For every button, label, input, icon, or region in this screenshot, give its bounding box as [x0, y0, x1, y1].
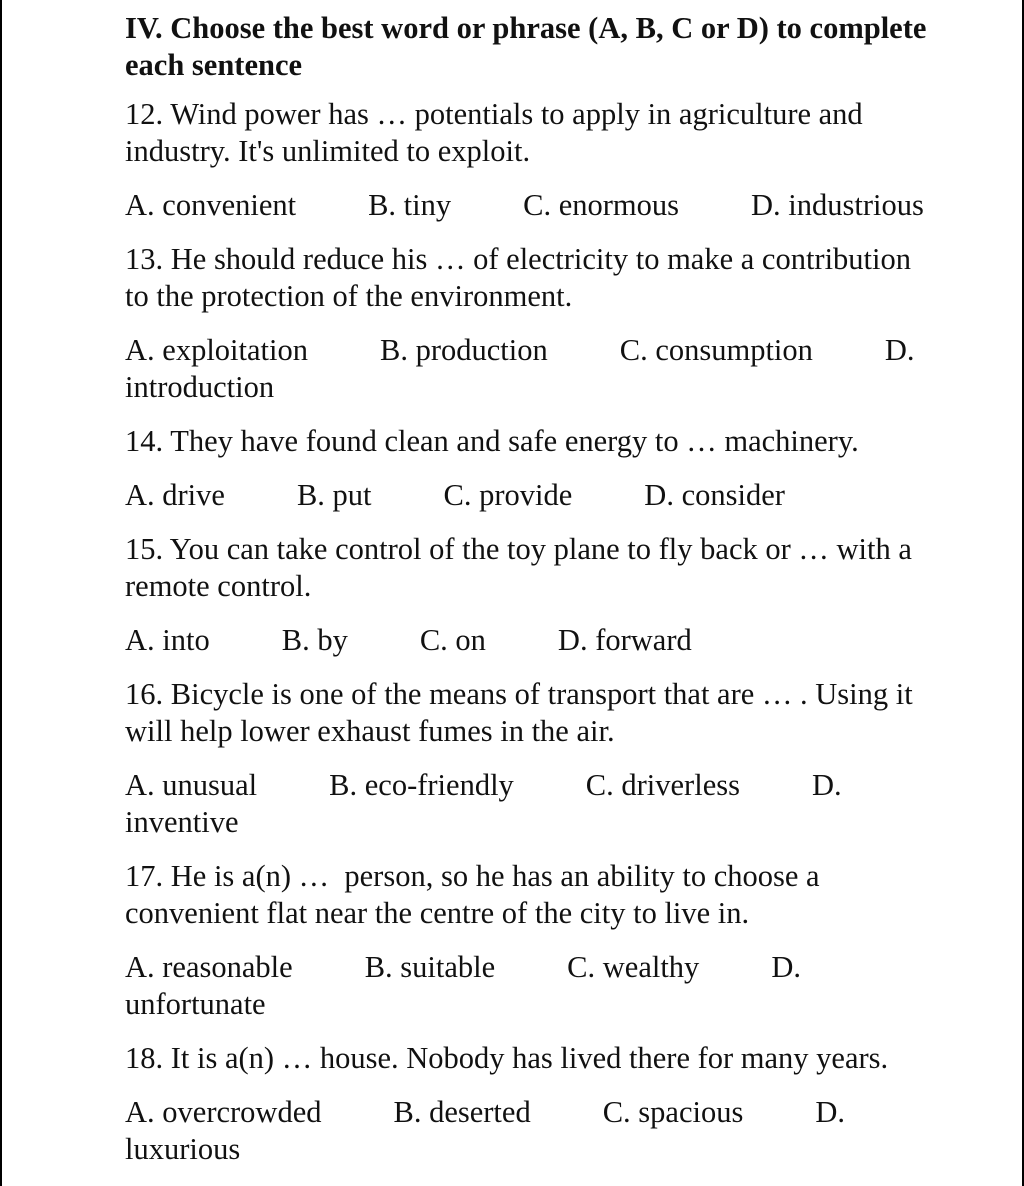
- option-a[interactable]: A. into: [125, 623, 210, 657]
- option-a[interactable]: A. convenient: [125, 188, 297, 222]
- question-stem-line2: to the protection of the environment.: [125, 279, 573, 313]
- options-15: [125, 622, 955, 659]
- option-a[interactable]: A. drive: [125, 478, 225, 512]
- question-stem-line1: 14. They have found clean and safe energy to … machinery.: [125, 424, 859, 458]
- option-b[interactable]: B. put: [296, 478, 372, 512]
- option-d-word[interactable]: luxurious: [125, 1132, 241, 1166]
- option-b[interactable]: B. suitable: [364, 950, 496, 984]
- question-stem-line2: will help lower exhaust fumes in the air.: [125, 714, 615, 748]
- question-stem-line2: industry. It's unlimited to exploit.: [125, 134, 531, 168]
- option-d-word[interactable]: unfortunate: [125, 987, 266, 1021]
- options-14: [125, 477, 955, 514]
- question-13: [125, 241, 955, 315]
- option-a[interactable]: A. unusual: [125, 768, 258, 802]
- option-b[interactable]: B. eco-friendly: [329, 768, 514, 802]
- question-stem-line1: 12. Wind power has … potentials to apply in agriculture and: [125, 97, 863, 131]
- question-stem-line1: 15. You can take control of the toy plane to fly back or … with a: [125, 532, 912, 566]
- option-d-prefix[interactable]: D.: [811, 768, 842, 802]
- option-c[interactable]: C. driverless: [585, 768, 740, 802]
- option-d-prefix[interactable]: D.: [771, 950, 801, 984]
- option-b[interactable]: B. by: [281, 623, 348, 657]
- question-stem-line2: convenient flat near the centre of the city to live in.: [125, 896, 750, 930]
- section-heading-line2: each sentence: [125, 48, 303, 82]
- options-12: [125, 187, 955, 224]
- option-a[interactable]: A. reasonable: [125, 950, 293, 984]
- question-18: [125, 1040, 955, 1077]
- question-stem-line1: 13. He should reduce his … of electricity to make a contribution: [125, 242, 912, 276]
- option-c[interactable]: C. wealthy: [567, 950, 700, 984]
- option-c[interactable]: C. spacious: [602, 1095, 744, 1129]
- question-16: [125, 676, 955, 750]
- option-d[interactable]: D. consider: [644, 478, 785, 512]
- question-15: [125, 531, 955, 605]
- option-b[interactable]: B. production: [379, 333, 548, 367]
- option-c[interactable]: C. provide: [443, 478, 573, 512]
- option-c[interactable]: C. consumption: [619, 333, 813, 367]
- question-stem-line2: remote control.: [125, 569, 312, 603]
- exercise-sheet: [125, 10, 955, 1185]
- options-13: [125, 332, 955, 406]
- options-18: [125, 1094, 955, 1168]
- section-heading: [125, 10, 955, 84]
- option-d-prefix[interactable]: D.: [815, 1095, 845, 1129]
- question-12: [125, 96, 955, 170]
- option-d-prefix[interactable]: D.: [884, 333, 915, 367]
- option-d-word[interactable]: inventive: [125, 805, 239, 839]
- option-b[interactable]: B. deserted: [393, 1095, 531, 1129]
- question-stem-line1: 17. He is a(n) … person, so he has an ability to choose a: [125, 859, 820, 893]
- options-16: [125, 767, 955, 841]
- option-d-word[interactable]: introduction: [125, 370, 275, 404]
- option-b[interactable]: B. tiny: [368, 188, 452, 222]
- question-17: [125, 858, 955, 932]
- option-d[interactable]: D. forward: [557, 623, 692, 657]
- option-d[interactable]: D. industrious: [751, 188, 924, 222]
- options-17: [125, 949, 955, 1023]
- question-stem-line1: 18. It is a(n) … house. Nobody has lived there for many years.: [125, 1041, 889, 1075]
- option-c[interactable]: C. enormous: [523, 188, 680, 222]
- page-edge-left: [0, 0, 2, 1186]
- question-stem-line1: 16. Bicycle is one of the means of transport that are … . Using it: [125, 677, 913, 711]
- option-a[interactable]: A. overcrowded: [125, 1095, 322, 1129]
- option-c[interactable]: C. on: [419, 623, 486, 657]
- option-a[interactable]: A. exploitation: [125, 333, 308, 367]
- question-14: [125, 423, 955, 460]
- section-heading-line1: IV. Choose the best word or phrase (A, B, C or D) to complete: [125, 11, 927, 45]
